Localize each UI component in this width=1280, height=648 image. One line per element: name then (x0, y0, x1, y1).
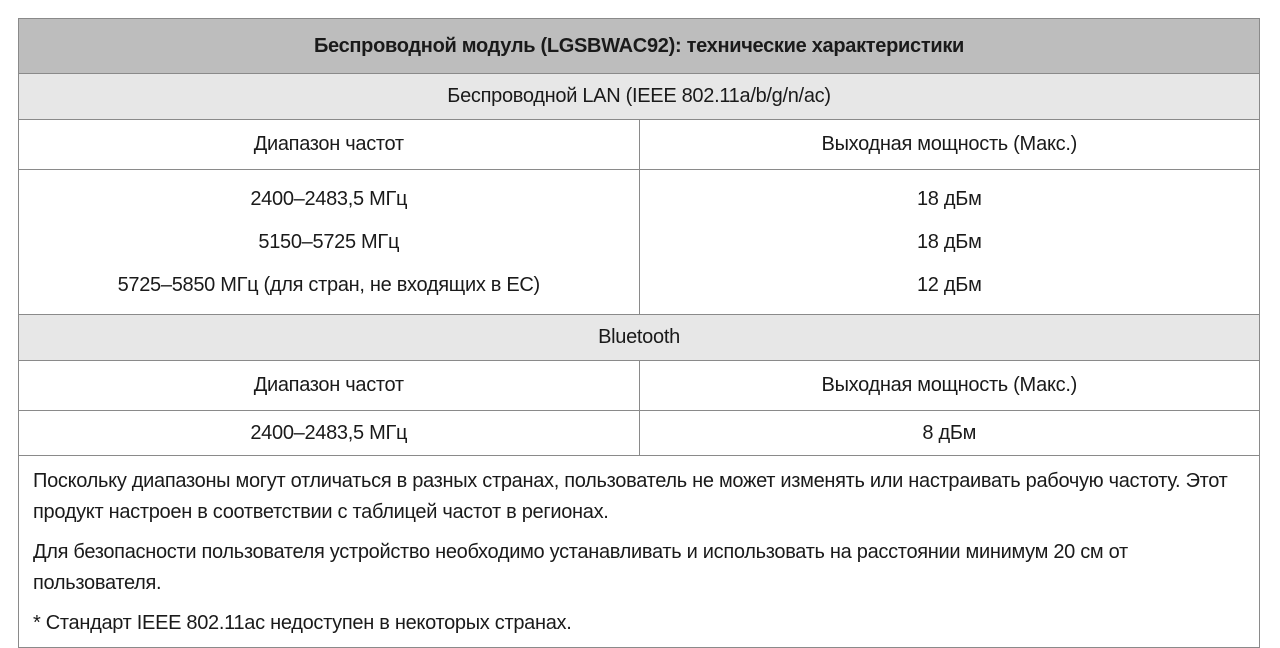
notes-cell (19, 456, 1260, 648)
wlan-col-power: Выходная мощность (Макс.) (639, 120, 1260, 170)
wlan-header-row (19, 120, 1260, 170)
wlan-power-cell (639, 170, 1260, 315)
bluetooth-col-power: Выходная мощность (Макс.) (639, 361, 1260, 411)
bluetooth-data-row (19, 411, 1260, 456)
bluetooth-power-value: 8 дБм (639, 411, 1260, 456)
bluetooth-frequency-value: 2400–2483,5 МГц (19, 411, 640, 456)
wlan-power-value: 18 дБм (916, 187, 982, 210)
note-footnote: * Стандарт IEEE 802.11ac недоступен в некоторых странах. (33, 612, 572, 634)
wlan-col-frequency: Диапазон частот (19, 120, 640, 170)
table-title: Беспроводной модуль (LGSBWAC92): технические характеристики (19, 19, 1260, 74)
wlan-frequency-value: 5150–5725 МГц (258, 230, 400, 253)
note-safety-distance: Для безопасности пользователя устройство необходимо устанавливать и использовать на расстоянии минимум 20 см от пользователя. (33, 541, 1128, 594)
notes-row (19, 456, 1260, 648)
bluetooth-section-row (19, 315, 1260, 361)
wlan-frequency-value: 2400–2483,5 МГц (250, 187, 408, 210)
note-frequency-regions: Поскольку диапазоны могут отличаться в разных странах, пользователь не может изменять или настраивать рабочую частоту. Этот продукт настроен в соответствии с таблицей частот в регионах. (33, 470, 1228, 523)
bluetooth-header-row (19, 361, 1260, 411)
wlan-frequency-cell (19, 170, 640, 315)
bluetooth-col-frequency: Диапазон частот (19, 361, 640, 411)
wlan-data-row (19, 170, 1260, 315)
wlan-power-value: 12 дБм (916, 273, 982, 296)
spec-table (18, 18, 1260, 648)
wlan-section-row (19, 74, 1260, 120)
bluetooth-section-title: Bluetooth (19, 315, 1260, 361)
wlan-section-title: Беспроводной LAN (IEEE 802.11a/b/g/n/ac) (19, 74, 1260, 120)
wlan-frequency-value: 5725–5850 МГц (для стран, не входящих в ЕС) (117, 273, 540, 296)
wlan-power-value: 18 дБм (916, 230, 982, 253)
table-title-row (19, 19, 1260, 74)
